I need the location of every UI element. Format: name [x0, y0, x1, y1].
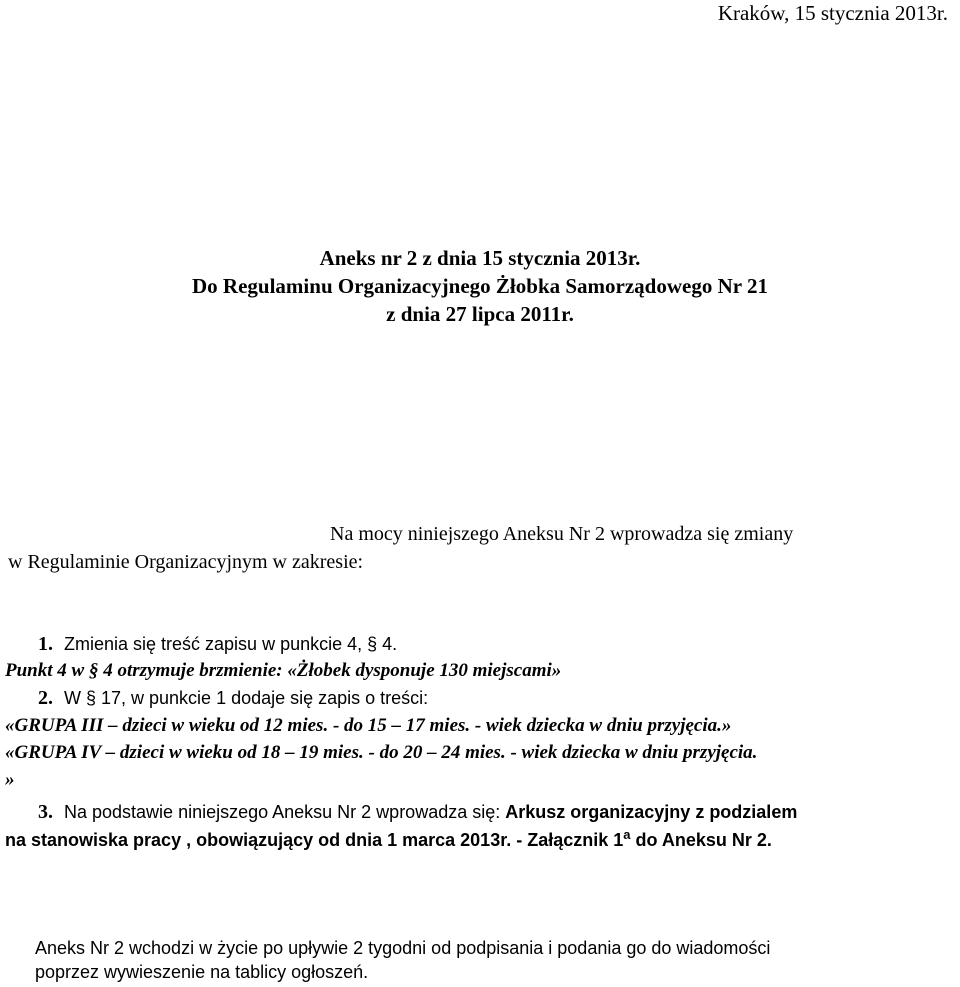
item-3-superscript: a: [623, 827, 631, 842]
item-1: [38, 632, 397, 656]
closing-line-2: poprzez wywieszenie na tablicy ogłoszeń.: [35, 962, 369, 982]
item-3-line-2-end: do Aneksu Nr 2.: [635, 830, 772, 850]
intro-line-2: w Regulaminie Organizacyjnym w zakresie:: [8, 551, 364, 573]
title-line-1: Aneks nr 2 z dnia 15 stycznia 2013r.: [319, 246, 641, 270]
item-2: [38, 686, 428, 710]
document-date: Kraków, 15 stycznia 2013r.: [717, 1, 948, 25]
group-4-closing-quote: »: [5, 769, 15, 790]
item-1-detail: Punkt 4 w § 4 otrzymuje brzmienie: «Żłobek dysponuje 130 miejscami»: [5, 660, 562, 681]
item-1-number: 1.: [38, 633, 53, 655]
intro-line-1: Na mocy niniejszego Aneksu Nr 2 wprowadza się zmiany: [330, 523, 794, 545]
item-1-text: Zmienia się treść zapisu w punkcie 4, § 4.: [64, 634, 398, 654]
title-line-2: Do Regulaminu Organizacyjnego Żłobka Samorządowego Nr 21: [192, 274, 768, 298]
group-4-entry: «GRUPA IV – dzieci w wieku od 18 – 19 mies. - do 20 – 24 mies. - wiek dziecka w dniu przyjęcia.: [5, 742, 758, 763]
closing-line-1: Aneks Nr 2 wchodzi w życie po upływie 2 tygodni od podpisania i podania go do wiadomości: [35, 938, 771, 958]
item-3-attachment-title: Arkusz organizacyjny z podzialem: [505, 802, 798, 822]
item-3: [38, 800, 797, 824]
item-2-text: W § 17, w punkcie 1 dodaje się zapis o treści:: [64, 688, 429, 708]
item-3-text: Na podstawie niniejszego Aneksu Nr 2 wprowadza się:: [64, 802, 501, 822]
item-3-line-2-text: na stanowiska pracy , obowiązujący od dnia 1 marca 2013r. - Załącznik 1: [5, 830, 624, 850]
item-3-number: 3.: [38, 801, 53, 823]
item-3-line-2: [5, 828, 772, 852]
group-3-entry: «GRUPA III – dzieci w wieku od 12 mies. - do 15 – 17 mies. - wiek dziecka w dniu przyjęcia.»: [5, 715, 732, 736]
title-line-3: z dnia 27 lipca 2011r.: [386, 302, 574, 326]
item-2-number: 2.: [38, 687, 53, 709]
